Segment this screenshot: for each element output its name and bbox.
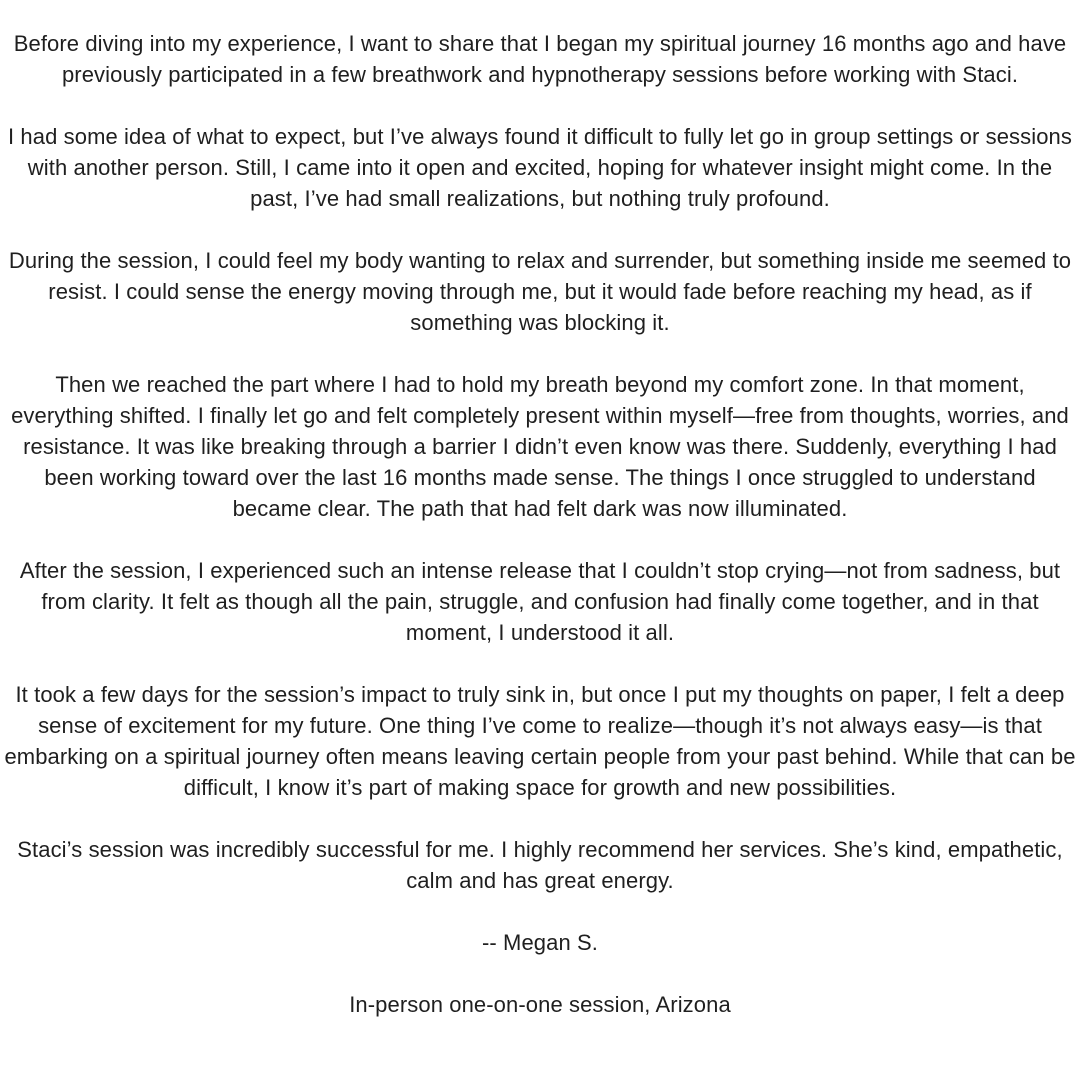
paragraph-background: Before diving into my experience, I want to share that I began my spiritual journey 16 months ago and have previously participated in a few breathwork and hypnotherapy sessions before working with Staci. (13, 31, 1067, 87)
paragraph-breakthrough: Then we reached the part where I had to hold my breath beyond my comfort zone. In that moment, everything shifted. I finally let go and felt completely present within myself—free from thoughts, worries, and resistance. It was like breaking through a barrier I didn’t even know was there. Suddenly, everything I had been working toward over the last 16 months made sense. The things I once struggled to understand became clear. The path that had felt dark was now illuminated. (11, 372, 1069, 521)
session-info: In-person one-on-one session, Arizona (349, 992, 731, 1017)
author-signature: -- Megan S. (481, 930, 599, 955)
paragraph-during-session: During the session, I could feel my body wanting to relax and surrender, but something inside me seemed to resist. I could sense the energy moving through me, but it would fade before reaching my head, as if something was blocking it. (8, 248, 1072, 335)
paragraph-release: After the session, I experienced such an intense release that I couldn’t stop crying—not from sadness, but from clarity. It felt as though all the pain, struggle, and confusion had finally come together, and in that moment, I understood it all. (19, 558, 1061, 645)
paragraph-expectations: I had some idea of what to expect, but I’ve always found it difficult to fully let go in group settings or sessions with another person. Still, I came into it open and excited, hoping for whatever insight might come. In the past, I’ve had small realizations, but nothing truly profound. (7, 124, 1072, 211)
paragraph-reflection: It took a few days for the session’s impact to truly sink in, but once I put my thoughts on paper, I felt a deep sense of excitement for my future. One thing I’ve come to realize—though it’s not always easy—is that embarking on a spiritual journey often means leaving certain people from your past behind. While that can be difficult, I know it’s part of making space for growth and new possibilities. (4, 682, 1076, 800)
paragraph-recommendation: Staci’s session was incredibly successful for me. I highly recommend her services. She’s kind, empathetic, calm and has great energy. (17, 837, 1063, 893)
